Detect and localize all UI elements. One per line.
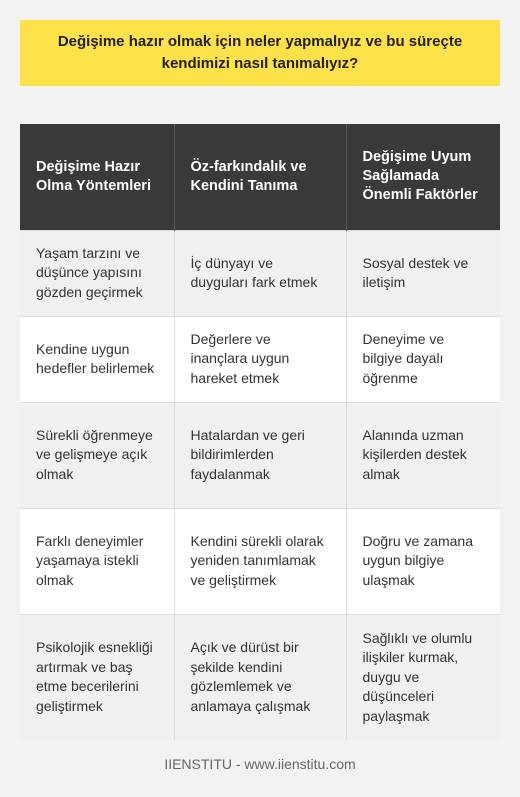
table-cell: Değerlere ve inançlara uygun hareket etmek	[174, 316, 346, 402]
table-row	[20, 230, 500, 316]
table-cell: Hatalardan ve geri bildirimlerden faydalanmak	[174, 402, 346, 508]
footer-credit: IIENSTITU - www.iienstitu.com	[164, 756, 356, 772]
table-cell: Deneyime ve bilgiye dayalı öğrenme	[346, 316, 500, 402]
table-cell: Açık ve dürüst bir şekilde kendini gözlemlemek ve anlamaya çalışmak	[174, 614, 346, 740]
table-cell: İç dünyayı ve duyguları fark etmek	[174, 230, 346, 316]
column-header: Değişime Uyum Sağlamada Önemli Faktörler	[346, 124, 500, 230]
title-banner	[20, 20, 500, 86]
column-header: Öz-farkındalık ve Kendini Tanıma	[174, 124, 346, 230]
column-header: Değişime Hazır Olma Yöntemleri	[20, 124, 174, 230]
table-cell: Farklı deneyimler yaşamaya istekli olmak	[20, 508, 174, 614]
table-row	[20, 316, 500, 402]
table-cell: Alanında uzman kişilerden destek almak	[346, 402, 500, 508]
table-cell: Sağlıklı ve olumlu ilişkiler kurmak, duygu ve düşünceleri paylaşmak	[346, 614, 500, 740]
table-cell: Kendini sürekli olarak yeniden tanımlamak ve geliştirmek	[174, 508, 346, 614]
table-row	[20, 402, 500, 508]
comparison-table	[20, 124, 500, 740]
table-cell: Kendine uygun hedefler belirlemek	[20, 316, 174, 402]
table-cell: Sosyal destek ve iletişim	[346, 230, 500, 316]
table-header-row	[20, 124, 500, 230]
table-cell: Sürekli öğrenmeye ve gelişmeye açık olmak	[20, 402, 174, 508]
table-row	[20, 614, 500, 740]
table-cell: Psikolojik esnekliği artırmak ve baş etme becerilerini geliştirmek	[20, 614, 174, 740]
table-cell: Doğru ve zamana uygun bilgiye ulaşmak	[346, 508, 500, 614]
page-title: Değişime hazır olmak için neler yapmalıyız ve bu süreçte kendimizi nasıl tanımalıyız?	[57, 33, 463, 72]
table-cell: Yaşam tarzını ve düşünce yapısını gözden geçirmek	[20, 230, 174, 316]
table-row	[20, 508, 500, 614]
